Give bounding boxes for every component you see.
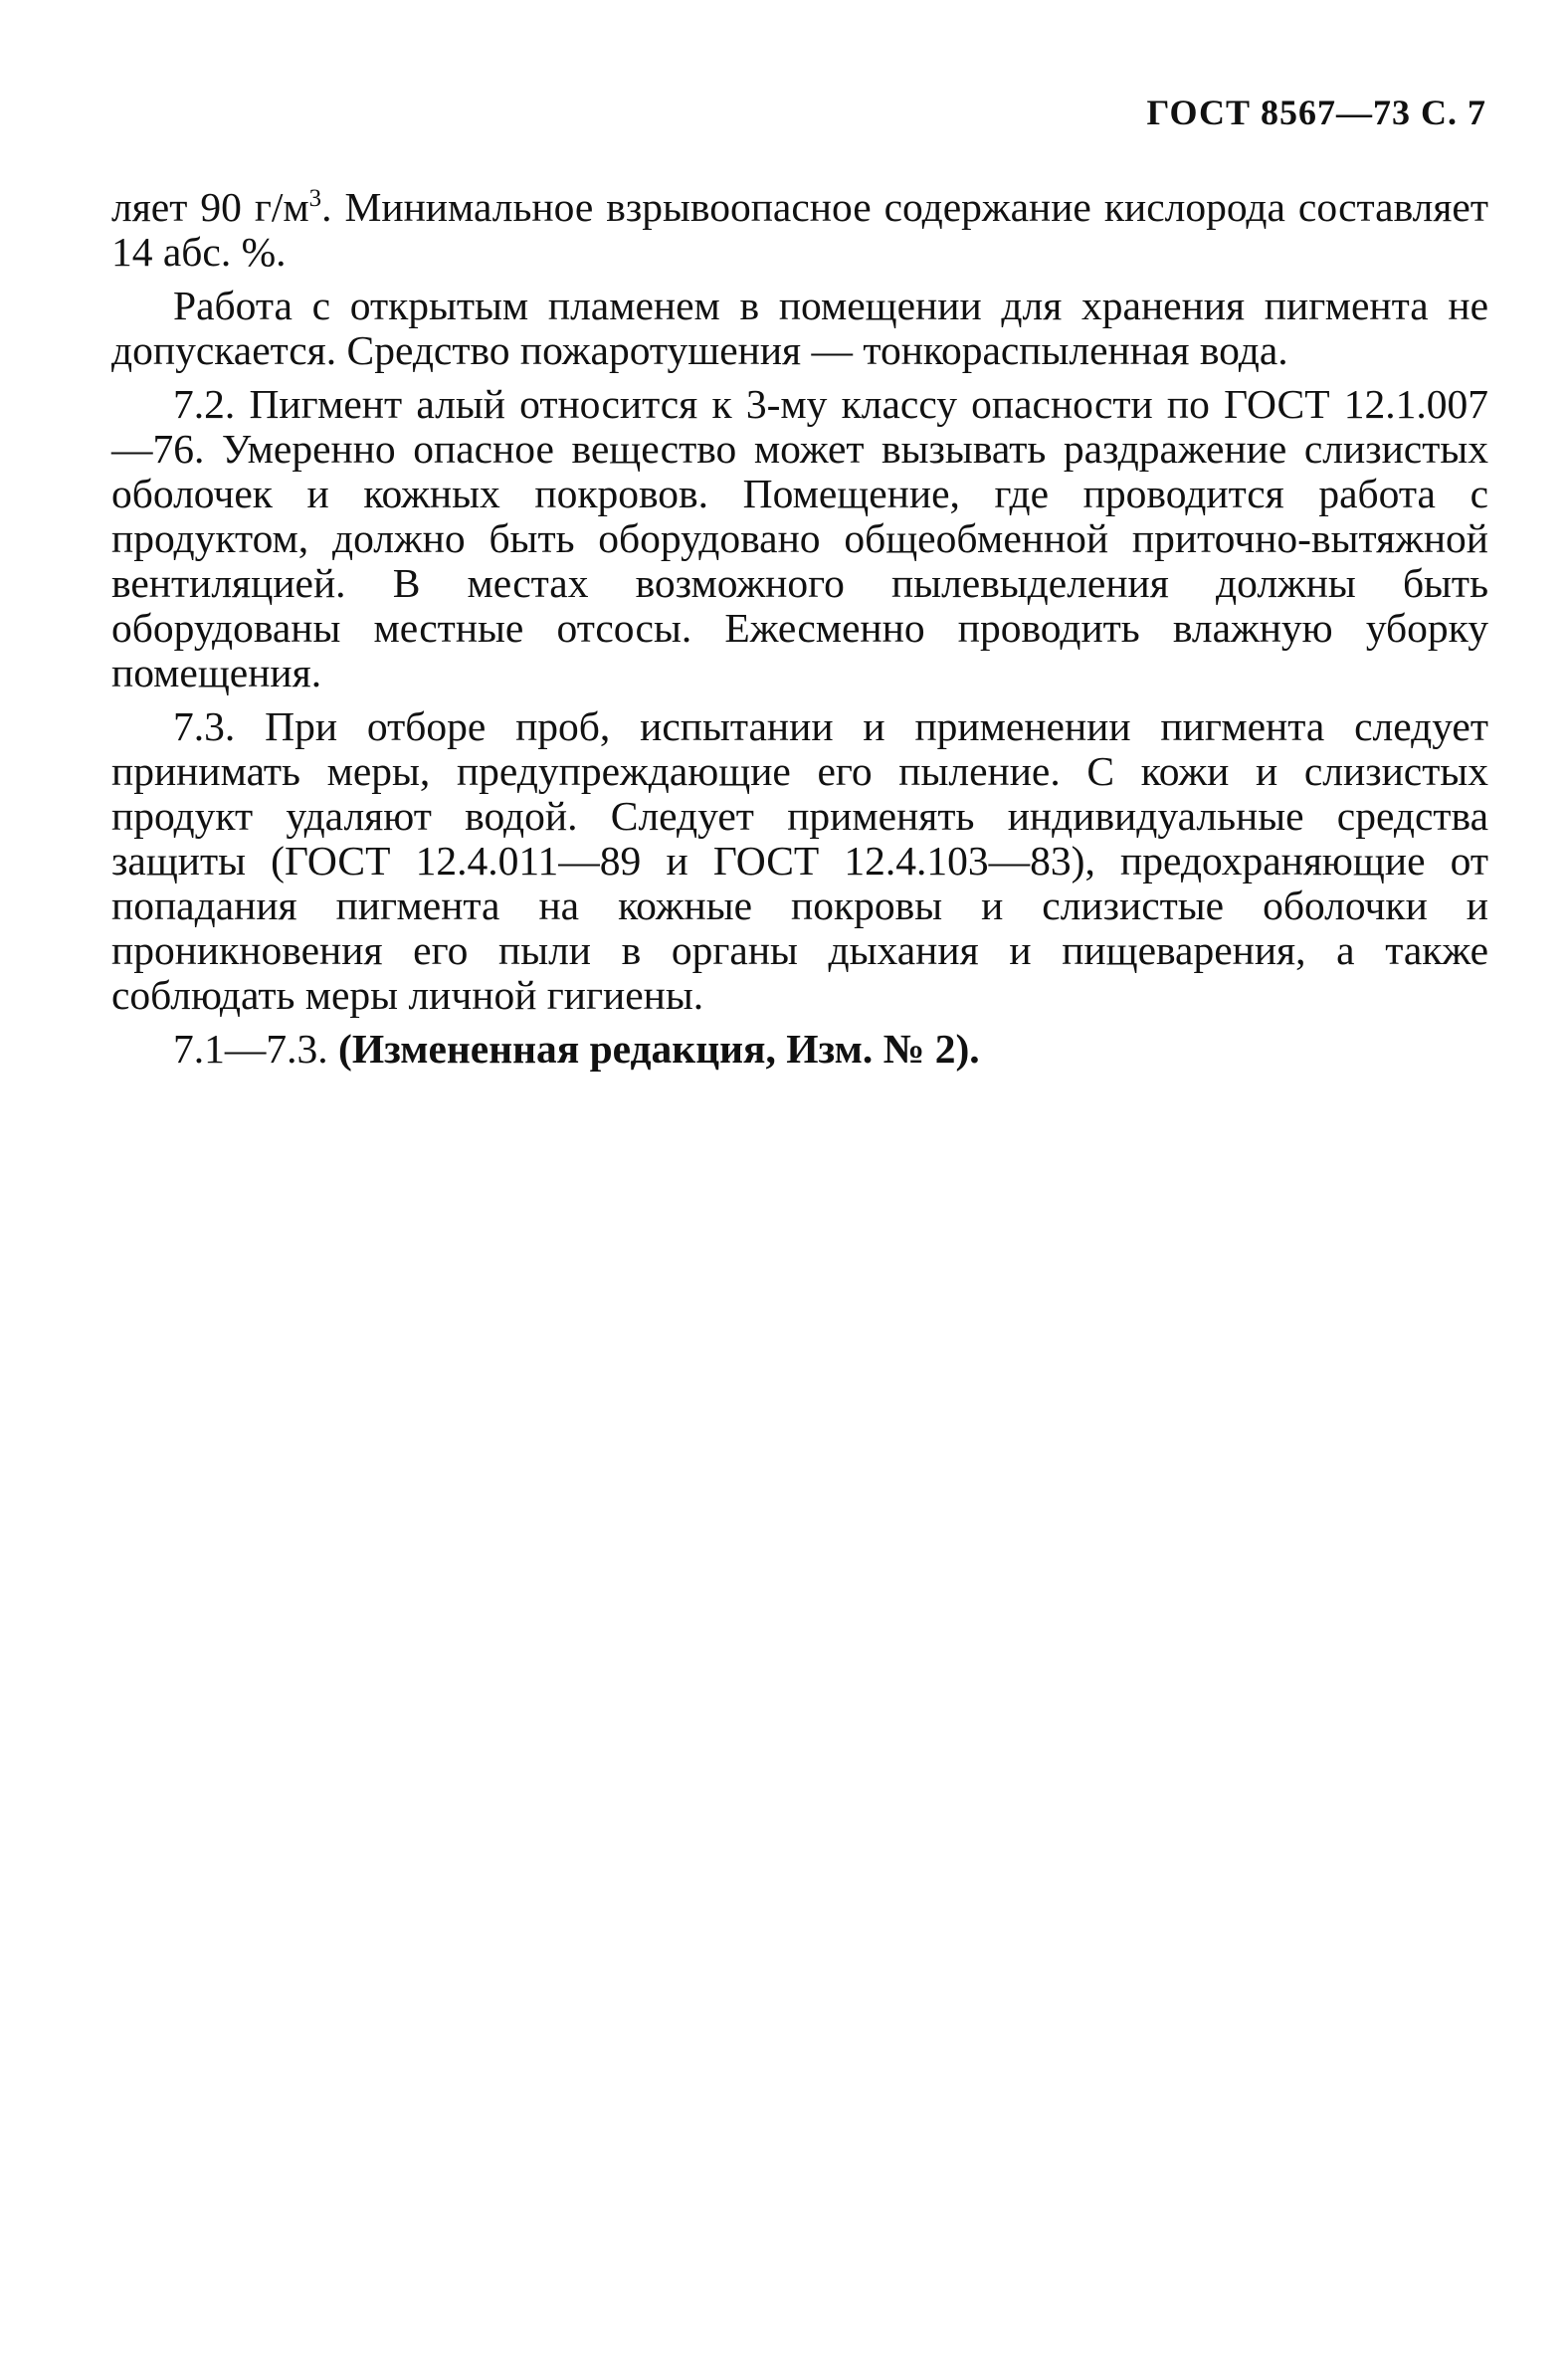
paragraph-oxygen-content bbox=[111, 185, 1488, 275]
paragraph-fire-safety: Работа с открытым пламенем в помещении для хранения пигмента не допускается. Средство пожаротушения — тонкораспыленная вода. bbox=[111, 283, 1488, 373]
superscript: 3 bbox=[308, 185, 322, 213]
text-segment: . Минимальное взрывоопасное содержание кислорода составляет 14 абс. %. bbox=[111, 184, 1488, 275]
paragraph-amendment bbox=[111, 1027, 1488, 1072]
document-body bbox=[111, 185, 1488, 1072]
amendment-note: (Измененная редакция, Изм. № 2). bbox=[338, 1026, 980, 1072]
text-segment: ляет 90 г/м bbox=[111, 184, 309, 230]
paragraph-7-2: 7.2. Пигмент алый относится к 3-му классу опасности по ГОСТ 12.1.007—76. Умеренно опасное вещество может вызывать раздражение слизистых оболочек и кожных покровов. Помещение, где проводится работа с продуктом, должно быть оборудовано общеобменной приточно-вытяжной вентиляцией. В местах возможного пылевыделения должны быть оборудованы местные отсосы. Ежесменно проводить влажную уборку помещения. bbox=[111, 381, 1488, 695]
page-header: ГОСТ 8567—73 С. 7 bbox=[1146, 93, 1486, 132]
amendment-prefix: 7.1—7.3. bbox=[173, 1026, 338, 1072]
paragraph-7-3: 7.3. При отборе проб, испытании и применении пигмента следует принимать меры, предупреждающие его пыление. С кожи и слизистых продукт удаляют водой. Следует применять индивидуальные средства защиты (ГОСТ 12.4.011—89 и ГОСТ 12.4.103—83), предохраняющие от попадания пигмента на кожные покровы и слизистые оболочки и проникновения его пыли в органы дыхания и пищеварения, а также соблюдать меры личной гигиены. bbox=[111, 703, 1488, 1018]
